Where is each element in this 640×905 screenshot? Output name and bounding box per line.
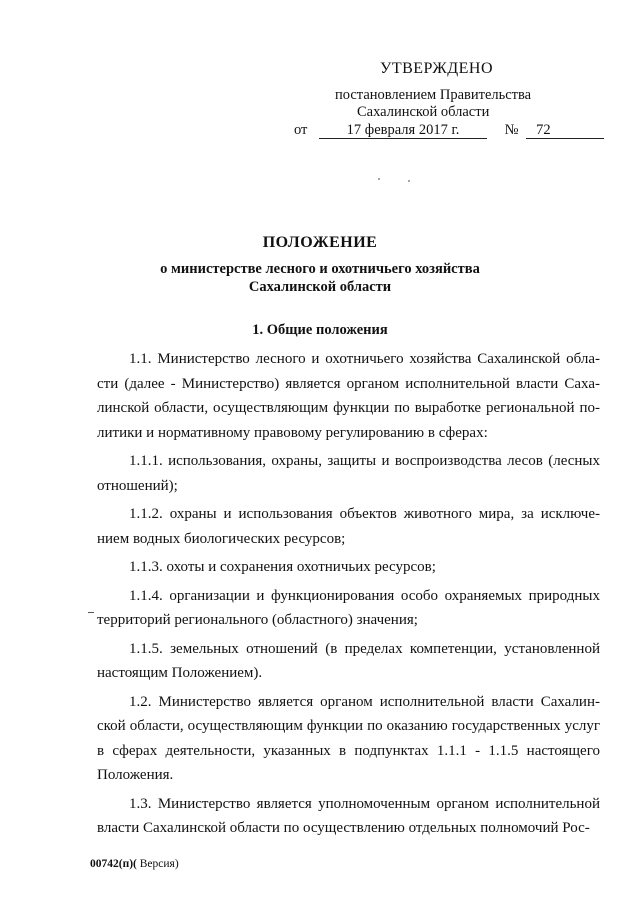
margin-mark: [88, 612, 94, 613]
paragraph-1-2: 1.2. Министерство является органом исполнительной власти Сахалинской области, осуществляющим функции по оказанию государственных услуг в сферах деятельности, указанных в подпунктах 1.1.1 - 1.1.5 настоящего Положения.: [97, 693, 600, 783]
paragraph-1-1: 1.1. Министерство лесного и охотничьего хозяйства Сахалинской области (далее - Министерство) является органом исполнительной власти Сахалинской области, осуществляющим функции по выработке региональной политики и нормативному правовому регулированию в сферах:: [97, 351, 600, 441]
paragraph-1-1-4: 1.1.4. организации и функционирования особо охраняемых природных территорий регионального (областного) значения;: [97, 587, 600, 628]
section-heading: 1. Общие положения: [252, 322, 388, 338]
paragraph-1-1-3: 1.1.3. охоты и сохранения охотничьих ресурсов;: [129, 559, 436, 575]
document-body: [97, 347, 600, 845]
approval-issuer-line1: постановлением Правительства: [335, 87, 532, 103]
approved-title: УТВЕРЖДЕНО: [380, 60, 494, 77]
approval-issuer-line2: Сахалинской области: [357, 104, 490, 120]
footer-version-code: [90, 858, 179, 870]
scan-artifact: [378, 178, 380, 180]
approval-date: 17 февраля 2017 г.: [319, 122, 487, 139]
footer-code: 00742(п)(: [90, 858, 137, 870]
footer-version: Версия): [136, 858, 179, 870]
document-title: ПОЛОЖЕНИЕ: [262, 234, 378, 251]
date-prefix: от: [294, 122, 308, 138]
document-subtitle-line1: о министерстве лесного и охотничьего хозяйства: [160, 261, 480, 277]
approval-date-row: [294, 122, 604, 139]
paragraph-1-3: 1.3. Министерство является уполномоченным органом исполнительной власти Сахалинской области по осуществлению отдельных полномочий Рос-: [97, 795, 600, 836]
paragraph-1-1-2: 1.1.2. охраны и использования объектов животного мира, за исключением водных биологических ресурсов;: [97, 506, 600, 547]
document-subtitle-line2: Сахалинской области: [248, 279, 392, 295]
paragraph-1-1-5: 1.1.5. земельных отношений (в пределах компетенции, установленной настоящим Положением).: [97, 640, 600, 681]
paragraph-1-1-1: 1.1.1. использования, охраны, защиты и воспроизводства лесов (лесных отношений);: [97, 453, 600, 494]
scan-artifact: [408, 180, 410, 182]
number-sign: №: [504, 122, 519, 138]
approval-number: 72: [526, 122, 604, 139]
